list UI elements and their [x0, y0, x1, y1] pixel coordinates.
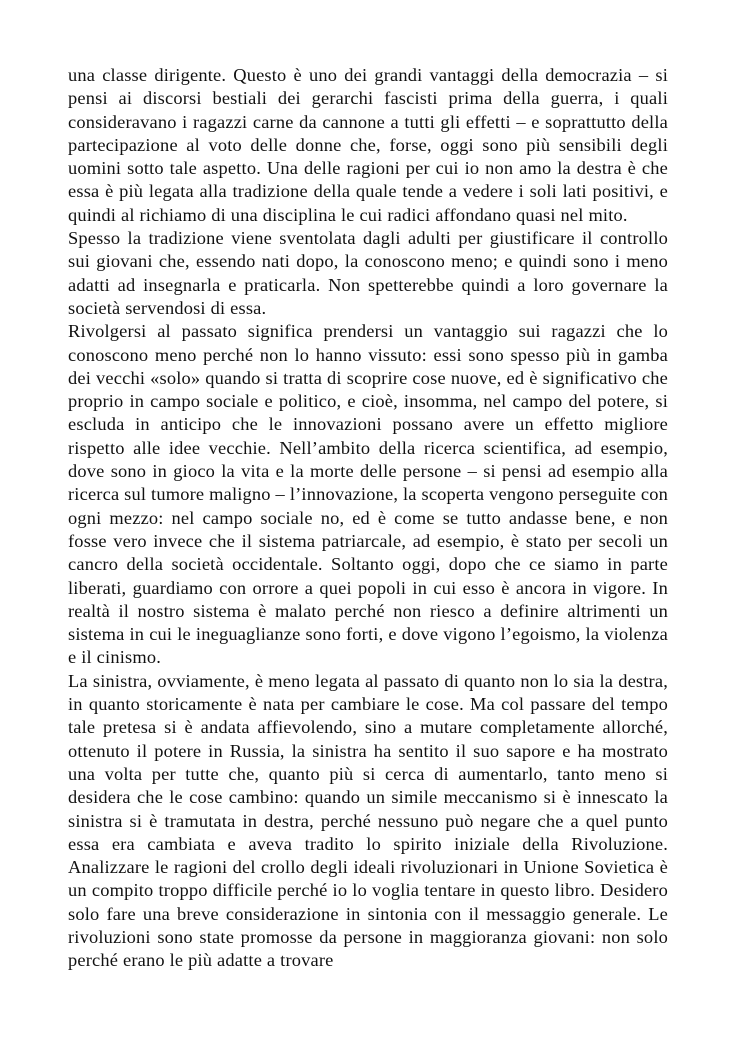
paragraph: Rivolgersi al passato significa prendersi un vantaggio sui ragazzi che lo conoscono meno perché non lo hanno vissuto: essi sono spesso più in gamba dei vecchi «solo» quando si tratta di scoprire cose nuove, ed è significativo che proprio in campo sociale e politico, e cioè, insomma, nel campo del potere, si escluda in anticipo che le innovazioni possano avere un effetto migliore rispetto alle idee vecchie. Nell’ambito della ricerca scientifica, ad esempio, dove sono in gioco la vita e la morte delle persone – si pensi ad esempio alla ricerca sul tumore maligno – l’innovazione, la scoperta vengono perseguite con ogni mezzo: nel campo sociale no, ed è come se tutto andasse bene, e non fosse vero invece che il sistema patriarcale, ad esempio, è stato per secoli un cancro della società occidentale. Soltanto oggi, dopo che ce siamo in parte liberati, guardiamo con orrore a quei popoli in cui esso è ancora in vigore. In realtà il nostro sistema è malato perché non riesco a definire altrimenti un sistema in cui le ineguaglianze sono forti, e dove vigono l’egoismo, la violenza e il cinismo. — [68, 321, 668, 668]
body-text-column — [68, 64, 668, 973]
paragraph: una classe dirigente. Questo è uno dei grandi vantaggi della democrazia – si pensi ai discorsi bestiali dei gerarchi fascisti prima della guerra, i quali consideravano i ragazzi carne da cannone a tutti gli effetti – e soprattutto della partecipazione al voto delle donne che, forse, oggi sono più sensibili degli uomini sotto tale aspetto. Una delle ragioni per cui io non amo la destra è che essa è più legata alla tradizione della quale tende a vedere i soli lati positivi, e quindi al richiamo di una disciplina le cui radici affondano quasi nel mito. — [68, 65, 668, 225]
paragraph: La sinistra, ovviamente, è meno legata al passato di quanto non lo sia la destra, in quanto storicamente è nata per cambiare le cose. Ma col passare del tempo tale pretesa si è andata affievolendo, sino a mutare completamente allorché, ottenuto il potere in Russia, la sinistra ha sentito il suo sapore e ha mostrato una volta per tutte che, quanto più si cerca di aumentarlo, tanto meno si desidera che le cose cambino: quando un simile meccanismo si è innescato la sinistra si è tramutata in destra, perché nessuno può negare che a quel punto essa era cambiata e aveva tradito lo spirito iniziale della Rivoluzione. Analizzare le ragioni del crollo degli ideali rivoluzionari in Unione Sovietica è un compito troppo difficile perché io lo voglia tentare in questo libro. Desidero solo fare una breve considerazione in sintonia con il messaggio generale. Le rivoluzioni sono state promosse da persone in maggioranza giovani: non solo perché erano le più adatte a trovare — [68, 670, 668, 971]
paragraph: Spesso la tradizione viene sventolata dagli adulti per giustificare il controllo sui giovani che, essendo nati dopo, la conoscono meno; e quindi sono i meno adatti ad insegnarla e praticarla. Non spetterebbe quindi a loro governare la società servendosi di essa. — [68, 228, 668, 318]
